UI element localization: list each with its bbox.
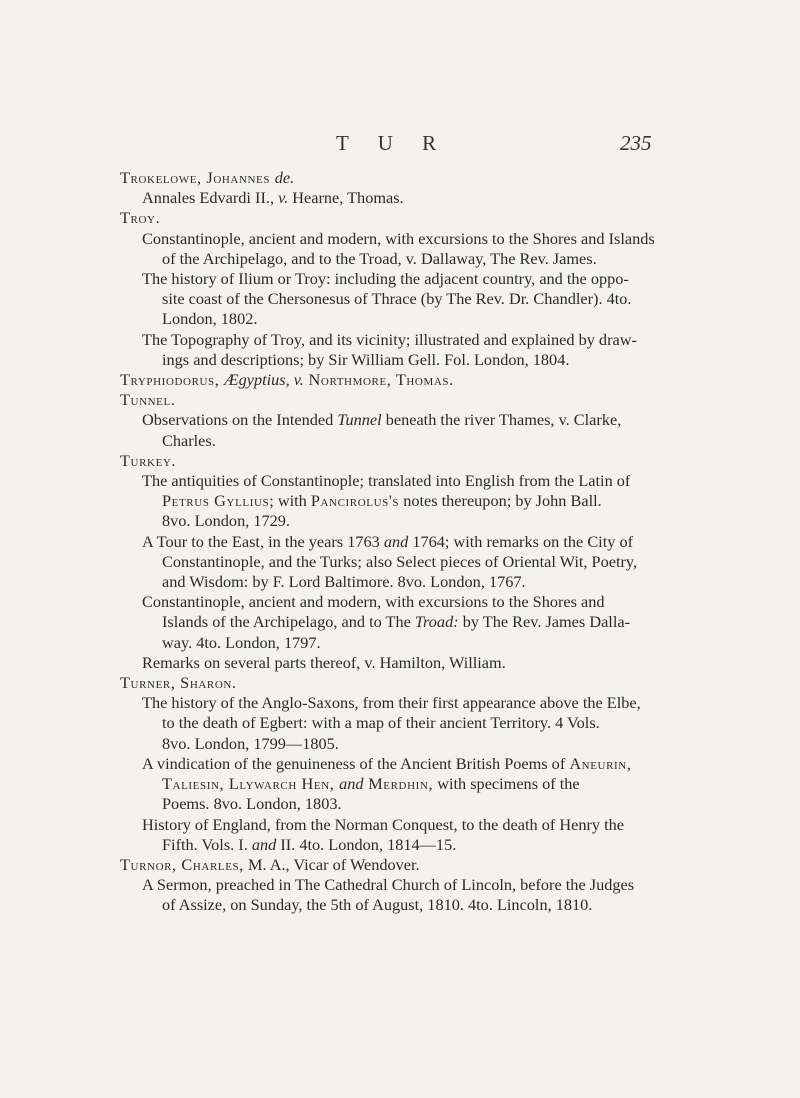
entry-continuation: Petrus Gyllius; with Pancirolus's notes thereupon; by John Ball. bbox=[162, 491, 602, 511]
entry-item: Annales Edvardi II., v. Hearne, Thomas. bbox=[142, 188, 404, 208]
entry-heading-turnor: Turnor, Charles, M. A., Vicar of Wendover. bbox=[120, 854, 420, 874]
entry-continuation: Islands of the Archipelago, and to The Troad: by The Rev. James Dalla- bbox=[162, 612, 630, 632]
entry-item: The Topography of Troy, and its vicinity; illustrated and explained by draw- bbox=[142, 329, 637, 349]
entry-continuation: 8vo. London, 1729. bbox=[162, 511, 290, 531]
entry-heading-tunnel: Tunnel. bbox=[120, 390, 176, 410]
entry-item: Observations on the Intended Tunnel beneath the river Thames, v. Clarke, bbox=[142, 410, 622, 430]
running-title: T U R bbox=[336, 131, 449, 155]
entry-continuation: ings and descriptions; by Sir William Gell. Fol. London, 1804. bbox=[162, 349, 570, 369]
entry-item: A vindication of the genuineness of the Ancient British Poems of Aneurin, bbox=[142, 753, 632, 773]
page-number: 235 bbox=[620, 131, 652, 155]
entry-item: The history of the Anglo-Saxons, from their first appearance above the Elbe, bbox=[142, 693, 641, 713]
entry-item: A Sermon, preached in The Cathedral Church of Lincoln, before the Judges bbox=[142, 875, 635, 895]
running-head bbox=[0, 131, 800, 155]
entry-heading-turner: Turner, Sharon. bbox=[120, 673, 237, 693]
entry-item: The history of Ilium or Troy: including the adjacent country, and the oppo- bbox=[142, 269, 629, 289]
entry-continuation: way. 4to. London, 1797. bbox=[162, 632, 321, 652]
entry-item: History of England, from the Norman Conquest, to the death of Henry the bbox=[142, 814, 624, 834]
entry-heading-troy: Troy. bbox=[120, 208, 161, 228]
entry-heading-tryphiodorus: Tryphiodorus, Ægyptius, v. Northmore, Thomas. bbox=[120, 370, 454, 390]
entry-item: Constantinople, ancient and modern, with excursions to the Shores and bbox=[142, 592, 605, 612]
entry-continuation: Charles. bbox=[162, 430, 216, 450]
entry-continuation: Taliesin, Llywarch Hen, and Merdhin, with specimens of the bbox=[162, 774, 580, 794]
entry-heading-turkey: Turkey. bbox=[120, 450, 177, 470]
entry-item: Remarks on several parts thereof, v. Hamilton, William. bbox=[142, 652, 506, 672]
entry-heading-trokelowe: Trokelowe, Johannes de. bbox=[120, 168, 295, 187]
entry-continuation: of the Archipelago, and to the Troad, v. Dallaway, The Rev. James. bbox=[162, 248, 597, 268]
entry-continuation: to the death of Egbert: with a map of their ancient Territory. 4 Vols. bbox=[162, 713, 600, 733]
entry-continuation: and Wisdom: by F. Lord Baltimore. 8vo. London, 1767. bbox=[162, 572, 526, 592]
entry-continuation: of Assize, on Sunday, the 5th of August, 1810. 4to. Lincoln, 1810. bbox=[162, 895, 593, 915]
entry-item: A Tour to the East, in the years 1763 and 1764; with remarks on the City of bbox=[142, 531, 634, 551]
entry-continuation: Constantinople, and the Turks; also Select pieces of Oriental Wit, Poetry, bbox=[162, 551, 638, 571]
entry-continuation: London, 1802. bbox=[162, 309, 258, 329]
entry-continuation: Fifth. Vols. I. and II. 4to. London, 1814—15. bbox=[162, 834, 457, 854]
entry-item: The antiquities of Constantinople; translated into English from the Latin of bbox=[142, 471, 631, 491]
entry-continuation: site coast of the Chersonesus of Thrace (by The Rev. Dr. Chandler). 4to. bbox=[162, 289, 632, 309]
index-entries bbox=[120, 168, 680, 916]
entry-item: Constantinople, ancient and modern, with excursions to the Shores and Islands bbox=[142, 228, 655, 248]
entry-continuation: 8vo. London, 1799—1805. bbox=[162, 733, 339, 753]
entry-continuation: Poems. 8vo. London, 1803. bbox=[162, 794, 342, 814]
